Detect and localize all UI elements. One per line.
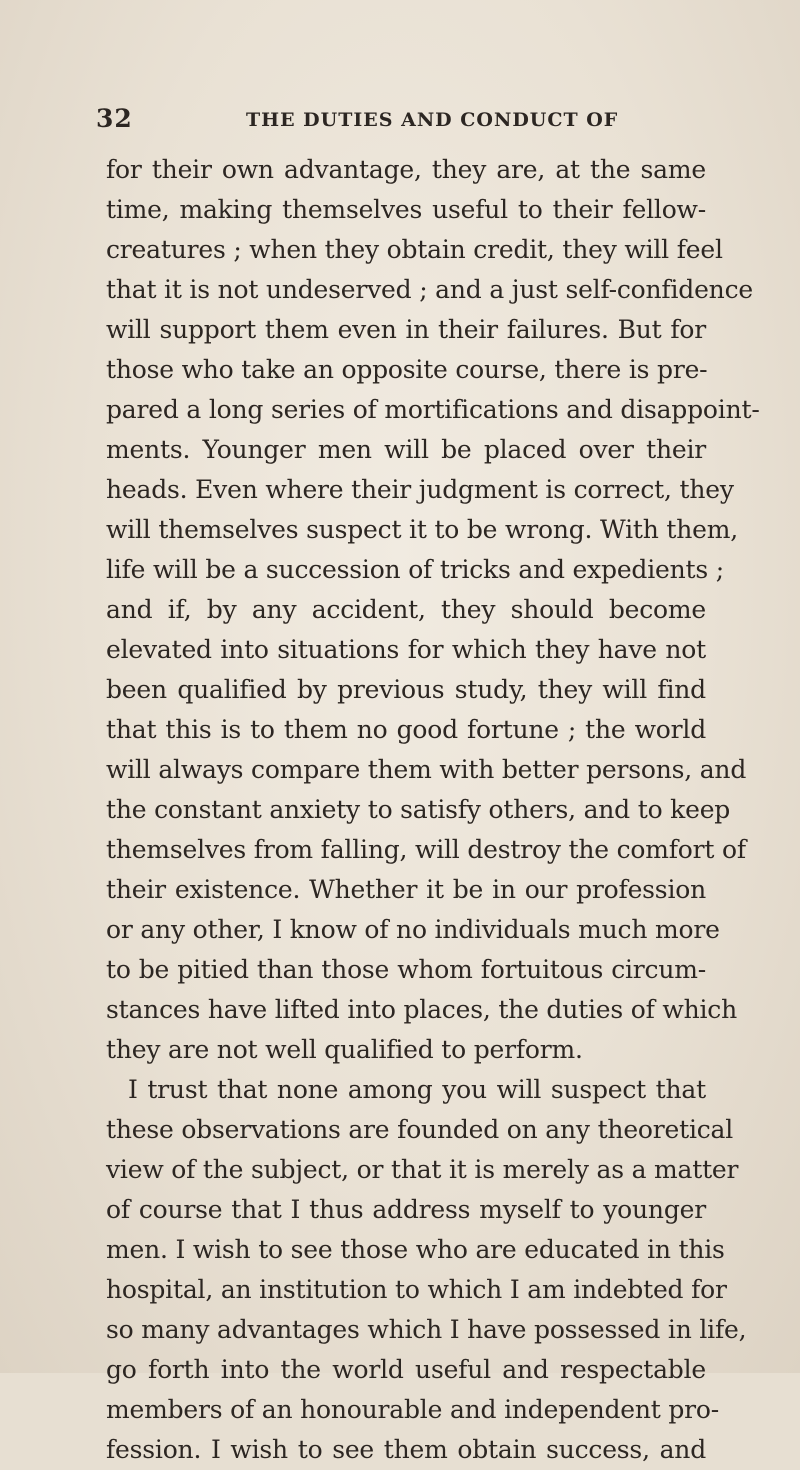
text-line: for their own advantage, they are, at the same: [106, 155, 706, 184]
text-line: these observations are founded on any theoretical: [106, 1115, 734, 1144]
text-line: time, making themselves useful to their fellow-: [106, 195, 706, 224]
text-line: life will be a succession of tricks and expedients ;: [106, 555, 724, 584]
text-line: of course that I thus address myself to younger: [106, 1195, 706, 1224]
text-line: elevated into situations for which they have not: [106, 635, 706, 664]
text-line: heads. Even where their judgment is correct, they: [106, 475, 734, 504]
running-title: THE DUTIES AND CONDUCT OF: [246, 109, 619, 131]
text-line: ments. Younger men will be placed over their: [106, 435, 706, 464]
running-head: [96, 104, 708, 136]
text-line: that it is not undeserved ; and a just self-confidence: [106, 275, 753, 304]
page-number: 32: [96, 104, 133, 133]
text-line: stances have lifted into places, the duties of which: [106, 995, 737, 1024]
text-line: those who take an opposite course, there is pre-: [106, 355, 708, 384]
text-line: will always compare them with better persons, and: [106, 755, 747, 784]
paragraph-start-line: I trust that none among you will suspect that: [128, 1075, 706, 1104]
text-line: fession. I wish to see them obtain success, and: [106, 1435, 706, 1464]
text-line: members of an honourable and independent pro-: [106, 1395, 720, 1424]
text-line: creatures ; when they obtain credit, they will feel: [106, 235, 723, 264]
text-line: pared a long series of mortifications and disappoint-: [106, 395, 760, 424]
text-line: the constant anxiety to satisfy others, and to keep: [106, 795, 731, 824]
text-line: that this is to them no good fortune ; the world: [106, 715, 706, 744]
text-line: men. I wish to see those who are educated in this: [106, 1235, 725, 1264]
text-line: will support them even in their failures. But for: [106, 315, 706, 344]
text-line: will themselves suspect it to be wrong. With them,: [106, 515, 738, 544]
text-line: their existence. Whether it be in our profession: [106, 875, 706, 904]
text-line: view of the subject, or that it is merely as a matter: [106, 1155, 739, 1184]
text-line: themselves from falling, will destroy the comfort of: [106, 835, 746, 864]
text-line: been qualified by previous study, they will find: [106, 675, 706, 704]
paragraph-end-line: they are not well qualified to perform.: [106, 1035, 583, 1064]
text-line: and if, by any accident, they should become: [106, 595, 706, 624]
body-text: [106, 150, 760, 1470]
text-line: hospital, an institution to which I am indebted for: [106, 1275, 727, 1304]
text-line: to be pitied than those whom fortuitous circum-: [106, 955, 706, 984]
text-line: so many advantages which I have possessed in life,: [106, 1315, 747, 1344]
text-line: or any other, I know of no individuals much more: [106, 915, 720, 944]
text-line: go forth into the world useful and respectable: [106, 1355, 706, 1384]
